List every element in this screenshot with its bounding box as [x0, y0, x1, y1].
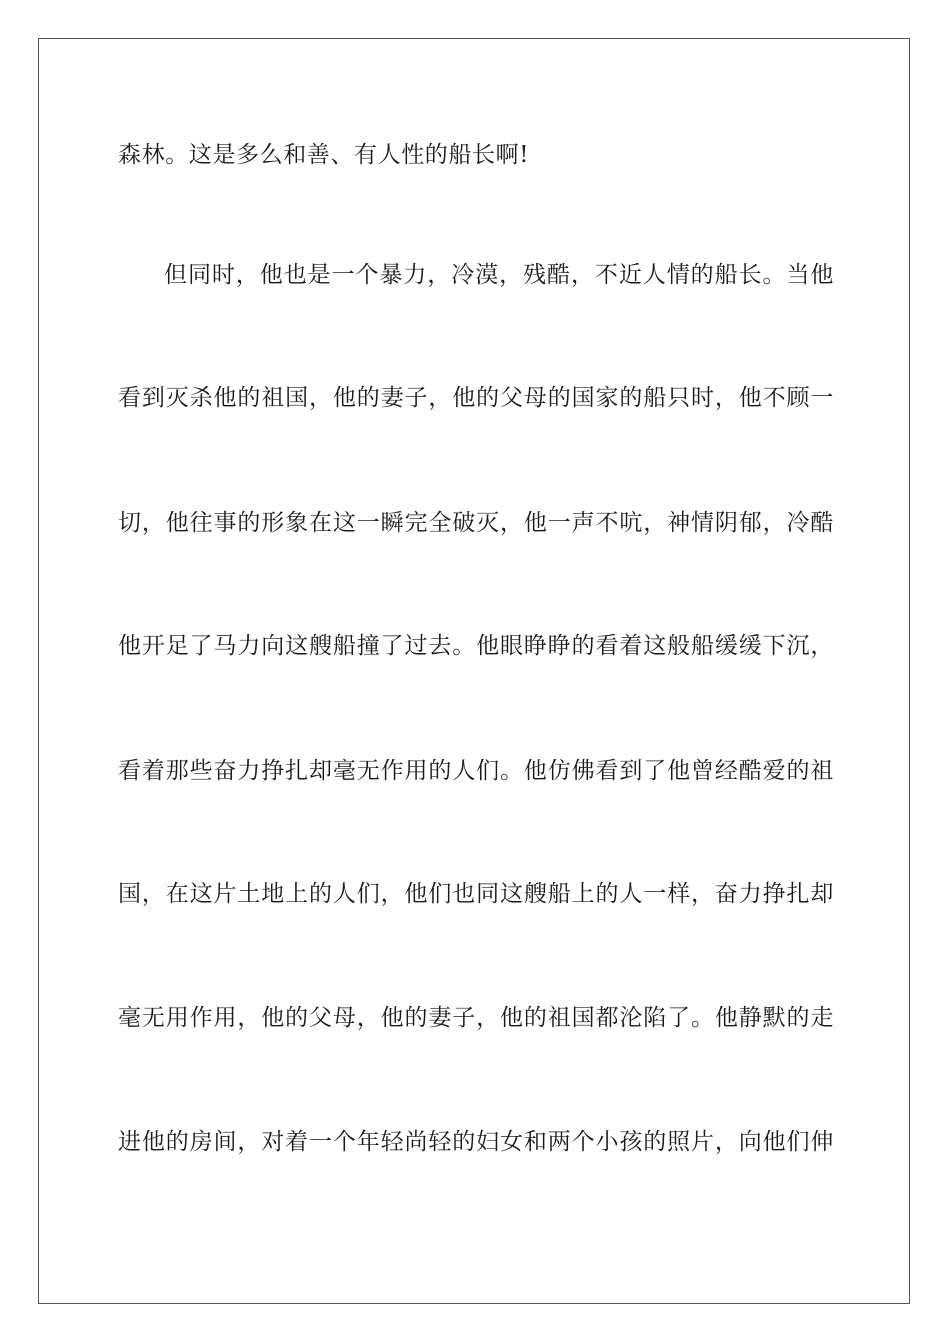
page-border [38, 38, 910, 1304]
paragraph-start-line: 但同时，他也是一个暴力，冷漠，残酷，不近人情的船长。当他 [164, 262, 834, 288]
text-line: 森林。这是多么和善、有人性的船长啊! [118, 142, 530, 168]
text-line: 进他的房间，对着一个年轻尚轻的妇女和两个小孩的照片，向他们伸 [118, 1129, 834, 1155]
text-line: 毫无用作用，他的父母，他的妻子，他的祖国都沦陷了。他静默的走 [118, 1005, 834, 1031]
text-line: 看到灭杀他的祖国，他的妻子，他的父母的国家的船只时，他不顾一 [118, 385, 834, 411]
text-line: 切，他往事的形象在这一瞬完全破灭，他一声不吭，神情阴郁，冷酷 [118, 510, 834, 536]
text-line: 看着那些奋力挣扎却毫无作用的人们。他仿佛看到了他曾经酷爱的祖 [118, 758, 834, 784]
text-line: 国，在这片土地上的人们，他们也同这艘船上的人一样，奋力挣扎却 [118, 881, 834, 907]
text-line: 他开足了马力向这艘船撞了过去。他眼睁睁的看着这般船缓缓下沉， [118, 633, 834, 659]
